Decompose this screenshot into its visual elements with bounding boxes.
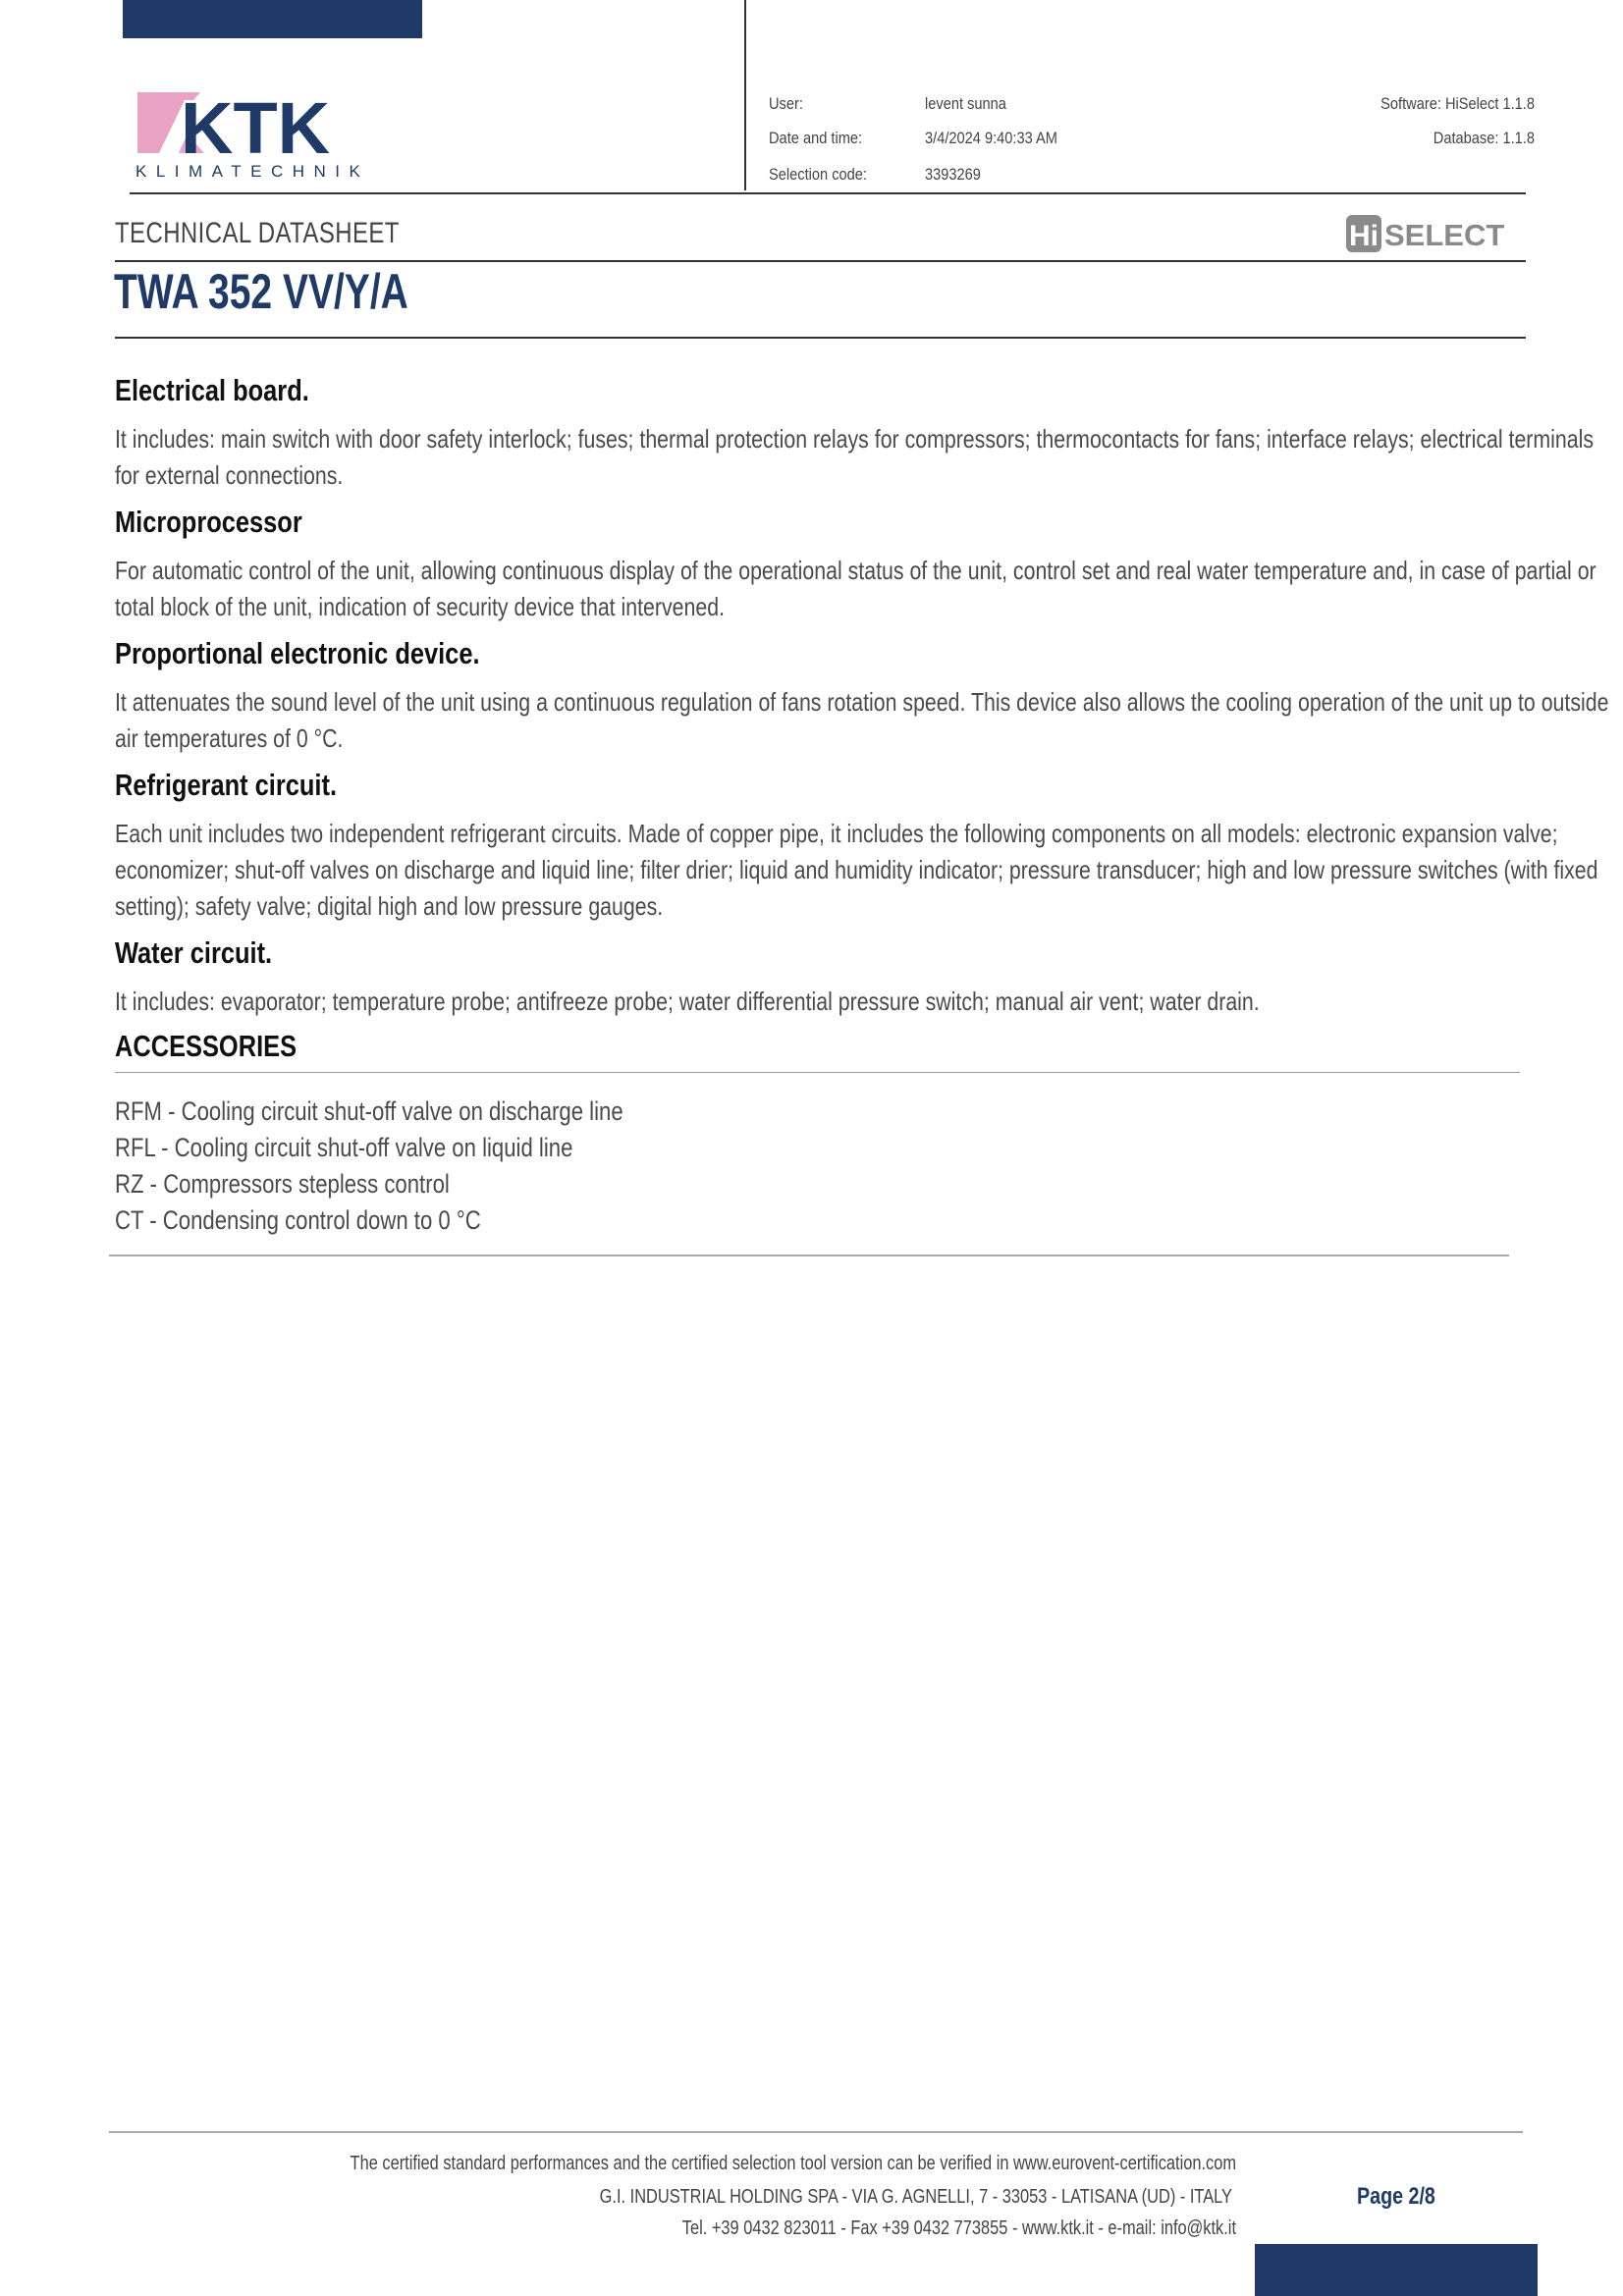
- header-rule: [130, 192, 1526, 194]
- accessory-item: CT - Condensing control down to 0 °C: [115, 1205, 481, 1235]
- section-title-electrical-board: Electrical board.: [115, 373, 309, 407]
- ktk-logo: [130, 90, 416, 183]
- page-number: Page 2/8: [1357, 2183, 1435, 2210]
- header-divider: [744, 0, 746, 190]
- section-body-microprocessor: For automatic control of the unit, allowing continuous display of the operational status of the unit, control set and real water temperature and, in case of partial or total block of the unit, indication of security device that intervened.: [115, 556, 1596, 621]
- footer-accent-bar: [1255, 2244, 1538, 2296]
- header-accent-bar: [123, 0, 422, 38]
- svg-text:Hi: Hi: [1349, 220, 1379, 252]
- software-version: Software: HiSelect 1.1.8: [1380, 94, 1535, 113]
- selection-code-value: 3393269: [925, 165, 981, 184]
- user-label: User:: [769, 94, 803, 113]
- section-body-water-circuit: It includes: evaporator; temperature probe; antifreeze probe; water differential pressure switch; manual air vent; water drain.: [115, 987, 1260, 1016]
- section-body-refrigerant-circuit: Each unit includes two independent refrigerant circuits. Made of copper pipe, it includes the following components on all models: electronic expansion valve; economizer; shut-off valves on discharge and liquid line; filter drier; liquid and humidity indicator; pressure transducer; high and low pressure switches (with fixed setting); safety valve; digital high and low pressure gauges.: [115, 819, 1598, 921]
- document-type: TECHNICAL DATASHEET: [115, 217, 400, 249]
- footer-rule: [109, 2131, 1523, 2133]
- hiselect-logo: [1345, 212, 1512, 255]
- section-title-proportional-device: Proportional electronic device.: [115, 636, 480, 670]
- datetime-value: 3/4/2024 9:40:33 AM: [925, 129, 1057, 147]
- footer-address: G.I. INDUSTRIAL HOLDING SPA - VIA G. AGNELLI, 7 - 33053 - LATISANA (UD) - ITALY: [599, 2186, 1232, 2208]
- title-rule: [115, 260, 1526, 262]
- section-body-electrical-board: It includes: main switch with door safety interlock; fuses; thermal protection relays for compressors; thermocontacts for fans; interface relays; electrical terminals for external connections.: [115, 424, 1595, 490]
- footer-contacts: Tel. +39 0432 823011 - Fax +39 0432 773855 - www.ktk.it - e-mail: info@ktk.it: [681, 2217, 1236, 2239]
- logo-subtitle: KLIMATECHNIK: [135, 162, 370, 181]
- database-version: Database: 1.1.8: [1433, 129, 1535, 147]
- section-title-refrigerant-circuit: Refrigerant circuit.: [115, 768, 338, 802]
- section-body-proportional-device: It attenuates the sound level of the unit using a continuous regulation of fans rotation speed. This device also allows the cooling operation of the unit up to outside air temperatures of 0 °C.: [115, 687, 1609, 753]
- accessories-title: ACCESSORIES: [115, 1029, 298, 1063]
- model-rule: [115, 337, 1526, 339]
- accessory-item: RFM - Cooling circuit shut-off valve on discharge line: [115, 1096, 623, 1126]
- selection-code-label: Selection code:: [769, 165, 867, 184]
- accessory-item: RZ - Compressors stepless control: [115, 1169, 450, 1199]
- section-title-water-circuit: Water circuit.: [115, 935, 273, 970]
- svg-text:SELECT: SELECT: [1384, 218, 1505, 252]
- accessory-item: RFL - Cooling circuit shut-off valve on liquid line: [115, 1133, 573, 1162]
- accessories-rule-top: [115, 1072, 1520, 1073]
- logo-text: KTK: [181, 90, 331, 169]
- section-title-microprocessor: Microprocessor: [115, 505, 302, 539]
- accessories-rule-bottom: [109, 1255, 1509, 1256]
- model-title: TWA 352 VV/Y/A: [114, 264, 408, 319]
- footer-certification: The certified standard performances and the certified selection tool version can be verified in www.eurovent-certification.com: [350, 2153, 1236, 2174]
- datetime-label: Date and time:: [769, 129, 863, 147]
- user-value: levent sunna: [925, 94, 1006, 113]
